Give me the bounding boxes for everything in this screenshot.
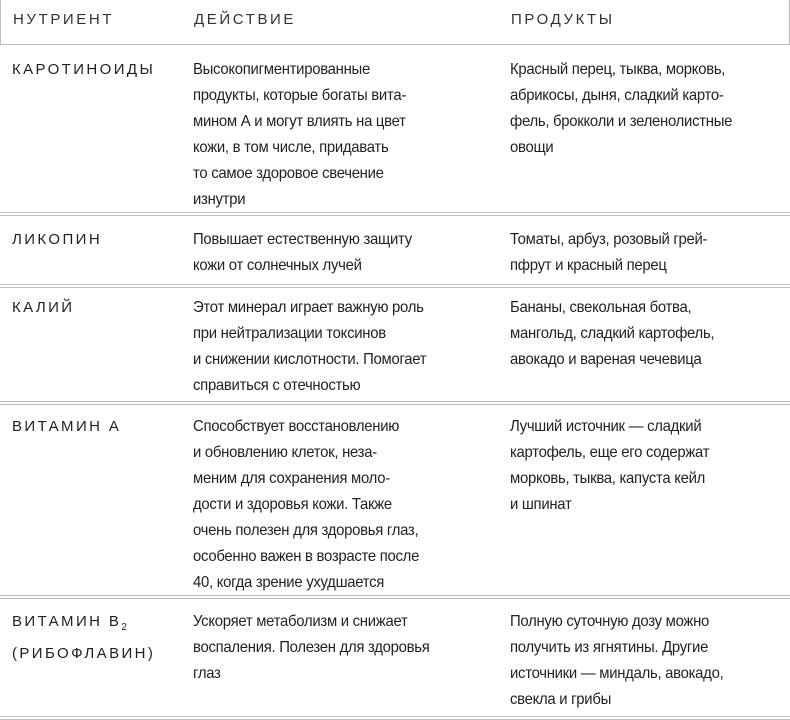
- nutrient-action: Этот минерал играет важную роль при нейтрализации токсинов и снижении кислотности. Помогает справиться с отечностью: [193, 299, 427, 394]
- row-divider: [0, 284, 790, 288]
- nutrient-name-main: ВИТАМИН B: [12, 613, 122, 630]
- nutrient-action: Способствует восстановлению и обновлению клеток, неза- меним для сохранения моло- дости и здоровья кожи. Также очень полезен для здоровья глаз, особенно важен в возрасте после 40, когда зрение ухудшается: [193, 418, 420, 591]
- nutrient-name: ЛИКОПИН: [12, 231, 103, 248]
- header-nutrient: НУТРИЕНТ: [13, 11, 115, 28]
- nutrient-name: [12, 609, 155, 667]
- row-divider: [0, 716, 790, 720]
- nutrient-name-line2: (РИБОФЛАВИН): [12, 645, 156, 662]
- header-action: ДЕЙСТВИЕ: [194, 11, 297, 28]
- header-products: ПРОДУКТЫ: [511, 11, 615, 28]
- nutrient-products: Бананы, свекольная ботва, мангольд, сладкий картофель, авокадо и вареная чечевица: [510, 299, 715, 368]
- table-header: [0, 0, 790, 45]
- nutrient-action: Повышает естественную защиту кожи от солнечных лучей: [193, 231, 412, 274]
- nutrient-products: Полную суточную дозу можно получить из ягнятины. Другие источники — миндаль, авокадо, свекла и грибы: [510, 613, 724, 708]
- nutrient-name-subscript: 2: [121, 622, 127, 633]
- nutrient-name: КАЛИЙ: [12, 299, 75, 316]
- nutrient-action: Высокопигментированные продукты, которые богаты вита- мином А и могут влиять на цвет кожи, в том числе, придавать то самое здоровое свечение изнутри: [193, 61, 407, 208]
- nutrient-products: Красный перец, тыква, морковь, абрикосы, дыня, сладкий карто- фель, брокколи и зеленолистные овощи: [510, 61, 733, 156]
- nutrient-name: КАРОТИНОИДЫ: [12, 61, 156, 78]
- row-divider: [0, 401, 790, 405]
- row-divider: [0, 212, 790, 216]
- nutrient-action: Ускоряет метаболизм и снижает воспаления. Полезен для здоровья глаз: [193, 613, 430, 682]
- nutrient-products: Лучший источник — сладкий картофель, еще его содержат морковь, тыква, капуста кейл и шпинат: [510, 418, 710, 513]
- nutrient-products: Томаты, арбуз, розовый грей- пфрут и красный перец: [510, 231, 708, 274]
- row-divider: [0, 595, 790, 599]
- nutrient-name: ВИТАМИН А: [12, 418, 122, 435]
